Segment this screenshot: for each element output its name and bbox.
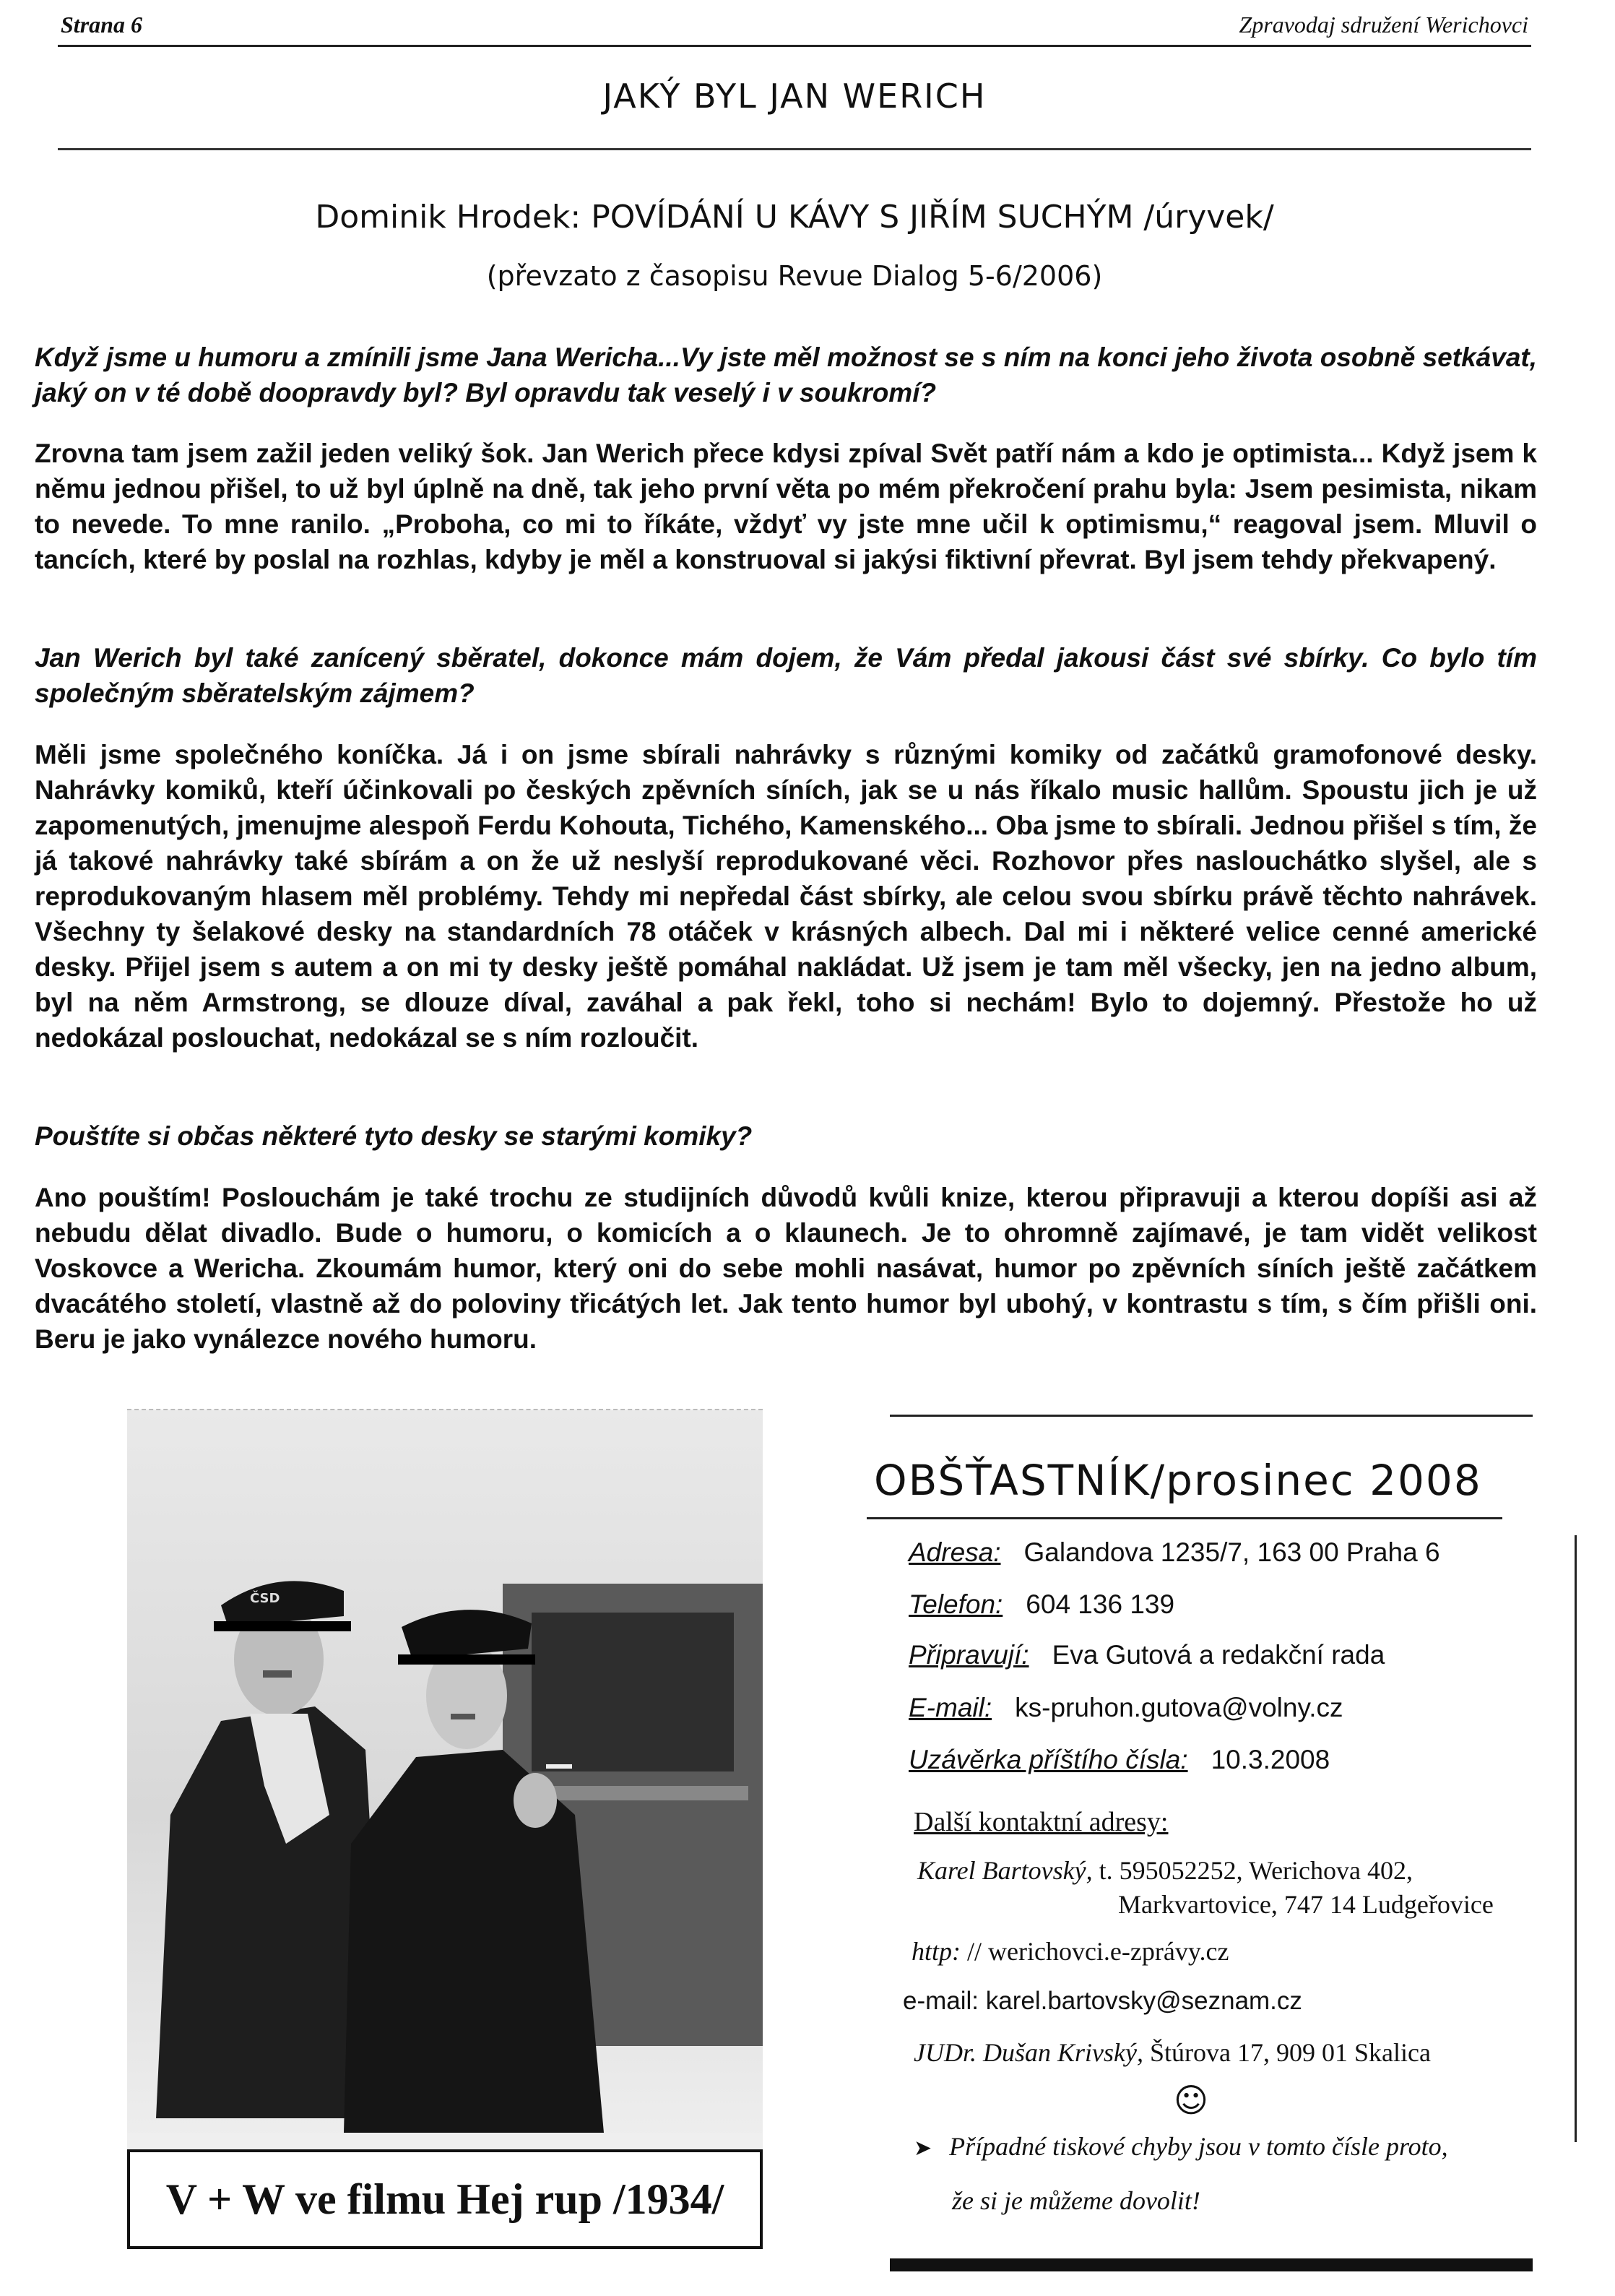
info-label: Připravují: <box>909 1640 1029 1670</box>
arrow-bullet-icon: ➤ <box>914 2136 932 2161</box>
disclaimer-line-1 <box>914 2131 1448 2162</box>
running-header <box>58 4 1531 47</box>
website-value: // werichovci.e-zprávy.cz <box>961 1937 1229 1966</box>
smiley-icon: ☺ <box>1174 2081 1208 2120</box>
info-value: 10.3.2008 <box>1211 1745 1330 1774</box>
question-text: Když jsme u humoru a zmínili jsme Jana Wericha...Vy jste měl možnost se s ním na konci jeho života osobně setkávat, jaký on v té době doopravdy byl? Byl opravdu tak veselý i v soukromí? <box>35 342 1537 407</box>
info-value: Galandova 1235/7, 163 00 Praha 6 <box>1023 1537 1440 1567</box>
box-title-rule <box>867 1517 1502 1519</box>
contact-name: JUDr. Dušan Krivský, <box>914 2038 1143 2067</box>
info-value: Eva Gutová a redakční rada <box>1052 1640 1385 1670</box>
publication-name: Zpravodaj sdružení Werichovci <box>1239 12 1528 38</box>
answer-1 <box>35 436 1537 577</box>
info-label: Uzávěrka příštího čísla: <box>909 1745 1188 1774</box>
film-photo <box>127 1409 763 2216</box>
answer-2 <box>35 737 1537 1056</box>
info-address <box>909 1537 1440 1568</box>
answer-text: Ano pouštím! Poslouchám je také trochu ze studijních důvodů kvůli knize, kterou připravuji a kterou dopíši asi až nebudu dělat divadlo. Bude o humoru, o komicích a o klaunech. Je to ohromně zajímavé, je tam vidět velikost Voskovce a Wericha. Zkoumám humor, který oni do sebe mohli nasávat, humor po zpěvních síních ještě začátkem dvacátého století, vlastně až do poloviny třicátých let. Jak tento humor byl ubohý, v kontrastu s tím, s čím přišli oni. Beru je jako vynálezce nového humoru. <box>35 1183 1537 1354</box>
section-title: JAKÝ BYL JAN WERICH <box>602 77 987 116</box>
http-label: http: <box>912 1937 961 1966</box>
photo-illustration <box>127 1410 763 2216</box>
question-text: Pouštíte si občas některé tyto desky se starými komiky? <box>35 1121 753 1151</box>
info-email <box>909 1693 1343 1723</box>
answer-3 <box>35 1180 1537 1357</box>
question-3 <box>35 1118 1537 1154</box>
disclaimer-line-2: že si je můžeme dovolit! <box>952 2186 1200 2215</box>
disclaimer-text: Případné tiskové chyby jsou v tomto čísle proto, <box>949 2132 1448 2161</box>
question-text: Jan Werich byl také zanícený sběratel, dokonce mám dojem, že Vám předal jakousi část své sbírky. Co bylo tím společným sběratelským zájmem? <box>35 643 1537 708</box>
answer-text: Zrovna tam jsem zažil jeden veliký šok. Jan Werich přece kdysi zpíval Svět patří nám a kdo je optimista... Když jsem k němu jednou přišel, to už byl úplně na dně, tak jeho první věta po mém překročení prahu byla: Jsem pesimista, nikam to nevede. To mne ranilo. „Proboha, co mi to říkáte, vždyť vy jste mne učil k optimismu,“ reagoval jsem. Mluvil o tancích, které by poslal na rozhlas, kdyby je měl a konstruoval si jakýsi fiktivní převrat. Byl jsem tehdy překvapený. <box>35 439 1537 574</box>
box-top-rule <box>890 1415 1533 1417</box>
photo-caption: V + W ve filmu Hej rup /1934/ <box>127 2149 763 2249</box>
answer-text: Měli jsme společného koníčka. Já i on jsme sbírali nahrávky s různými komiky od začátků gramofonové desky. Nahrávky komiků, kteří účinkovali po českých zpěvních síních, jak se u nás říkalo music hallům. Spoustu jich je už zapomenutých, jmenujme alespoň Ferdu Kohouta, Tichého, Kamenského... Oba jsme to sbírali. Jednou přišel s tím, že já takové nahrávky také sbírám a on že už neslyší reprodukované věci. Rozhovor přes naslouchátko slyšel, ale s reprodukovaným hlasem měl problémy. Tehdy mi nepředal část sbírky, ale celou svou sbírku právě těchto nahrávek. Všechny ty šelakové desky na standardních 78 otáček v krásných albech. Dal mi i některé velice cenné americké desky. Přijel jsem s autem a on mi ty desky ještě pomáhal nakládat. Už jsem je tam měl všecky, jen na jedno album, byl na něm Armstrong, se dlouze díval, zaváhal a pak řekl, toho si nechám! Bylo to dojemný. Přestože ho už nedokázal poslouchat, nedokázal se s ním rozloučit. <box>35 740 1537 1053</box>
contact-detail: t. 595052252, Werichova 402, <box>1092 1856 1413 1885</box>
contact-name: Karel Bartovský, <box>917 1856 1093 1885</box>
contact-bartovsky <box>917 1855 1413 1886</box>
info-label: E-mail: <box>909 1693 992 1722</box>
article-title: Dominik Hrodek: POVÍDÁNÍ U KÁVY S JIŘÍM SUCHÝM /úryvek/ <box>315 199 1274 236</box>
box-bottom-rule <box>890 2258 1533 2271</box>
info-label: Adresa: <box>909 1537 1001 1567</box>
info-editors <box>909 1640 1385 1670</box>
info-phone <box>909 1589 1174 1620</box>
box-side-rule <box>1575 1535 1577 2142</box>
contact-email: e-mail: karel.bartovsky@seznam.cz <box>903 1987 1302 2015</box>
contact-bartovsky-address: Markvartovice, 747 14 Ludgeřovice <box>1118 1890 1494 1919</box>
contact-detail: Štúrova 17, 909 01 Skalica <box>1143 2038 1431 2067</box>
info-label: Telefon: <box>909 1589 1003 1619</box>
contact-website <box>912 1936 1229 1967</box>
contacts-title: Další kontaktní adresy: <box>914 1807 1169 1837</box>
article-source: (převzato z časopisu Revue Dialog 5-6/2006) <box>486 260 1103 292</box>
section-divider <box>58 148 1531 150</box>
question-1 <box>35 340 1537 410</box>
info-deadline <box>909 1745 1330 1775</box>
cap-text: ČSD <box>250 1591 280 1606</box>
contact-krivsky <box>914 2037 1431 2068</box>
info-value: ks-pruhon.gutova@volny.cz <box>1015 1693 1343 1722</box>
info-value: 604 136 139 <box>1026 1589 1175 1619</box>
page-number-label: Strana 6 <box>61 12 142 38</box>
question-2 <box>35 640 1537 711</box>
newsletter-title: OBŠŤASTNÍK/prosinec 2008 <box>874 1456 1482 1505</box>
